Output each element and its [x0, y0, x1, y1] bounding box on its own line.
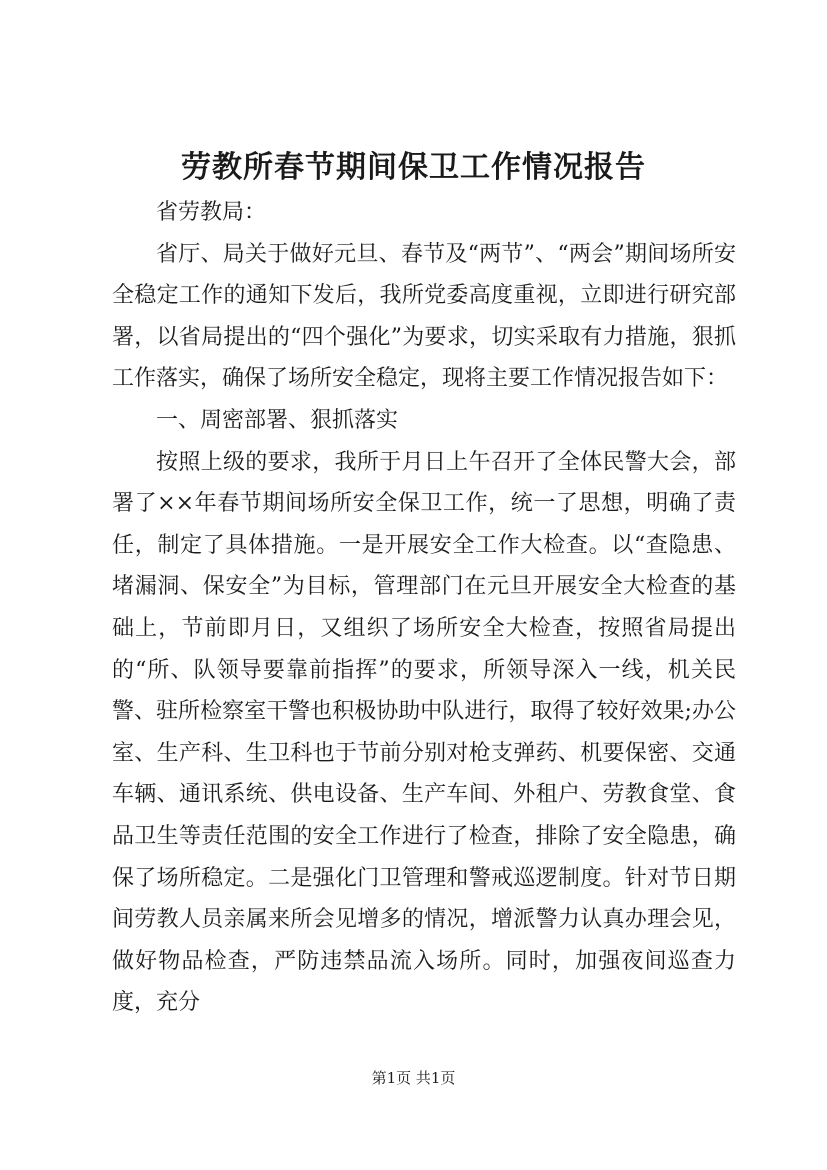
document-body	[112, 192, 736, 1024]
addressee: 省劳教局：	[156, 200, 267, 225]
page-footer: 第1页 共1页	[371, 1069, 456, 1087]
paragraph-section-1: 按照上级的要求，我所于月日上午召开了全体民警大会，部署了××年春节期间场所安全保卫工作，统一了思想，明确了责任，制定了具体措施。一是开展安全工作大检查。以“查隐患、堵漏洞、保安全”为目标，管理部门在元旦开展安全大检查的基础上，节前即月日，又组织了场所安全大检查，按照省局提出的“所、队领导要靠前指挥”的要求，所领导深入一线，机关民警、驻所检察室干警也积极协助中队进行，取得了较好效果;办公室、生产科、生卫科也于节前分别对枪支弹药、机要保密、交通车辆、通讯系统、供电设备、生产车间、外租户、劳教食堂、食品卫生等责任范围的安全工作进行了检查，排除了安全隐患，确保了场所稳定。二是强化门卫管理和警戒巡逻制度。针对节日期间劳教人员亲属来所会见增多的情况，增派警力认真办理会见，做好物品检查，严防违禁品流入场所。同时，加强夜间巡查力度，充分	[112, 449, 736, 1016]
paragraph-intro: 省厅、局关于做好元旦、春节及“两节”、“两会”期间场所安全稳定工作的通知下发后，我所党委高度重视，立即进行研究部署，以省局提出的“四个强化”为要求，切实采取有力措施，狠抓工作落实，确保了场所安全稳定，现将主要工作情况报告如下：	[112, 241, 736, 392]
document-title: 劳教所春节期间保卫工作情况报告	[181, 150, 646, 185]
section-heading: 一、周密部署、狠抓落实	[156, 407, 399, 433]
